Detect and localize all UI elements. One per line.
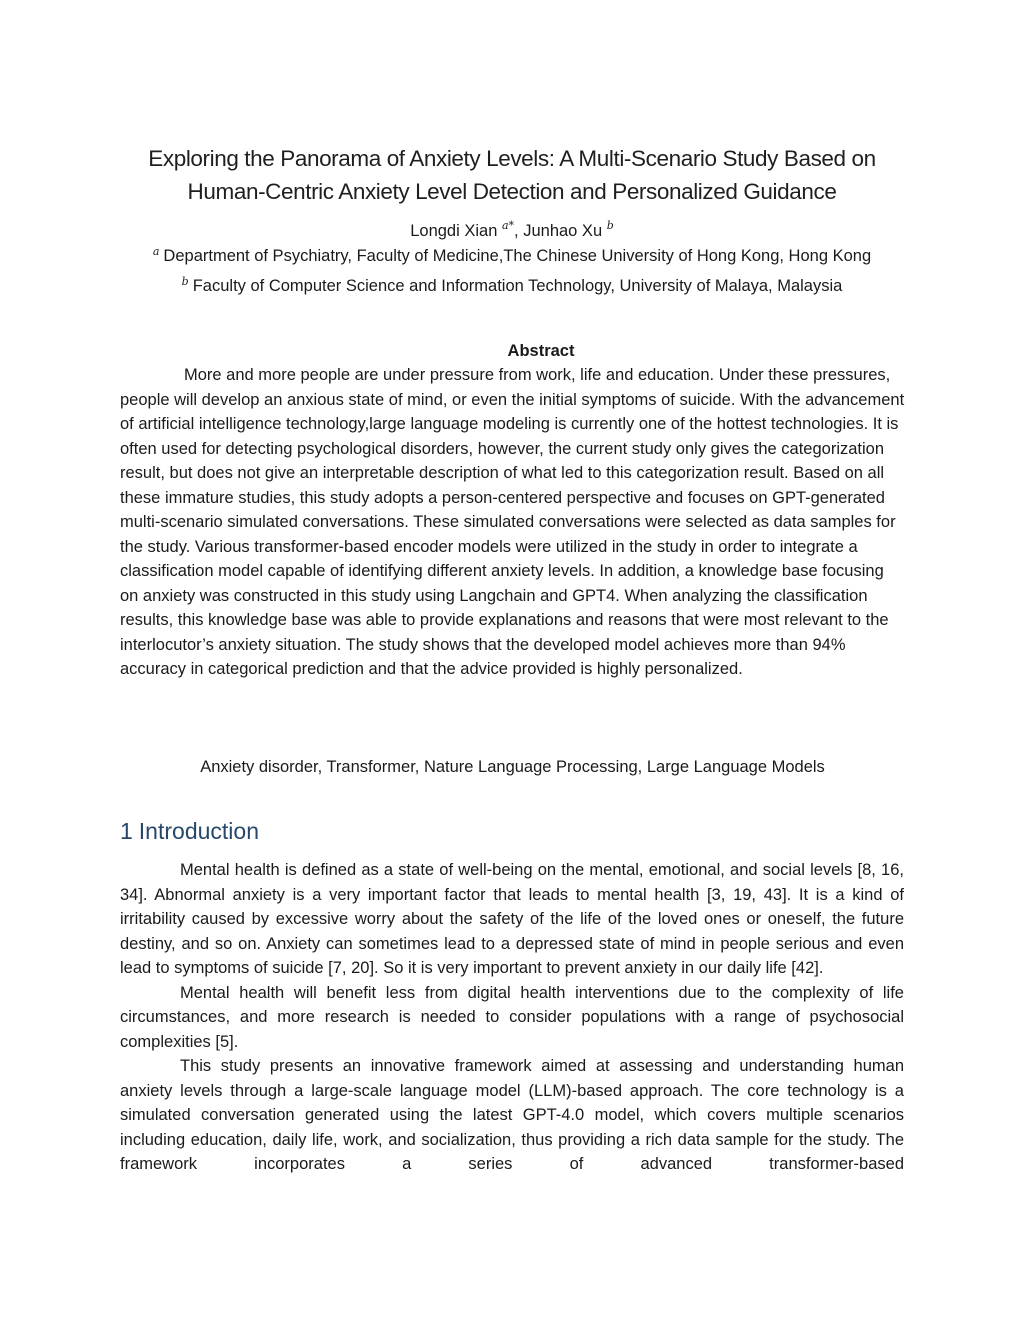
section-title: Introduction	[138, 818, 259, 844]
abstract-heading: Abstract	[507, 342, 575, 360]
title-line-2: Human-Centric Anxiety Level Detection and Personalized Guidance	[187, 179, 837, 204]
affiliation-a	[120, 240, 904, 269]
author-affiliation-mark: b	[606, 219, 614, 232]
author-list	[100, 214, 924, 243]
introduction-body	[120, 858, 904, 1177]
affiliations	[120, 240, 904, 298]
author-name: Longdi Xian	[410, 222, 498, 240]
author-affiliation-mark: a*	[501, 219, 515, 232]
paper-title	[100, 142, 924, 208]
abstract-text: More and more people are under pressure from work, life and education. Under these pressures, people will develop an anxious state of mind, or even the initial symptoms of suicide. With the advancement of artificial intelligence technology,large language modeling is currently one of the hottest technologies. It is often used for detecting psychological disorders, however, the current study only gives the categorization result, but does not give an interpretable description of what led to this categorization result. Based on all these immature studies, this study adopts a person-centered perspective and focuses on GPT-generated multi-scenario simulated conversations. These simulated conversations were selected as data samples for the study. Various transformer-based encoder models were utilized in the study in order to integrate a classification model capable of identifying different anxiety levels. In addition, a knowledge base focusing on anxiety was constructed in this study using Langchain and GPT4. When analyzing the classification results, this knowledge base was able to provide explanations and reasons that were most relevant to the interlocutor’s anxiety situation. The study shows that the developed model achieves more than 94% accuracy in categorical prediction and that the advice provided is highly personalized.	[120, 366, 905, 678]
affiliation-mark: b	[181, 274, 189, 288]
paragraph: This study presents an innovative framework aimed at assessing and understanding human anxiety levels through a large-scale language model (LLM)-based approach. The core technology is a simulated conversation generated using the latest GPT-4.0 model, which covers multiple scenarios including education, daily life, work, and socialization, thus providing a rich data sample for the study. The framework incorporates a series of advanced transformer-based	[120, 1057, 904, 1173]
abstract-body	[120, 363, 905, 682]
affiliation-text: Department of Psychiatry, Faculty of Medicine,The Chinese University of Hong Kong, Hong Kong	[163, 247, 872, 265]
title-line-1: Exploring the Panorama of Anxiety Levels: A Multi-Scenario Study Based on	[148, 146, 876, 171]
affiliation-b	[120, 270, 904, 299]
section-number: 1	[120, 818, 133, 844]
author-separator: ,	[514, 222, 524, 240]
paragraph: Mental health will benefit less from digital health interventions due to the complexity of life circumstances, and more research is needed to consider populations with a range of psychosocial complexities [5].	[120, 983, 904, 1051]
affiliation-mark: a	[152, 245, 160, 258]
keywords: Anxiety disorder, Transformer, Nature Language Processing, Large Language Models	[200, 758, 825, 776]
section-heading	[120, 815, 259, 847]
author-name: Junhao Xu	[523, 222, 603, 240]
affiliation-text: Faculty of Computer Science and Information Technology, University of Malaya, Malaysia	[192, 276, 843, 295]
paragraph: Mental health is defined as a state of well-being on the mental, emotional, and social levels [8, 16, 34]. Abnormal anxiety is a very important factor that leads to mental health [3, 19, 43]. It is a kind of irritability caused by excessive worry about the safety of the life of the loved ones or oneself, the future destiny, and so on. Anxiety can sometimes lead to a depressed state of mind in people serious and even lead to symptoms of suicide [7, 20]. So it is very important to prevent anxiety in our daily life [42].	[120, 861, 904, 977]
